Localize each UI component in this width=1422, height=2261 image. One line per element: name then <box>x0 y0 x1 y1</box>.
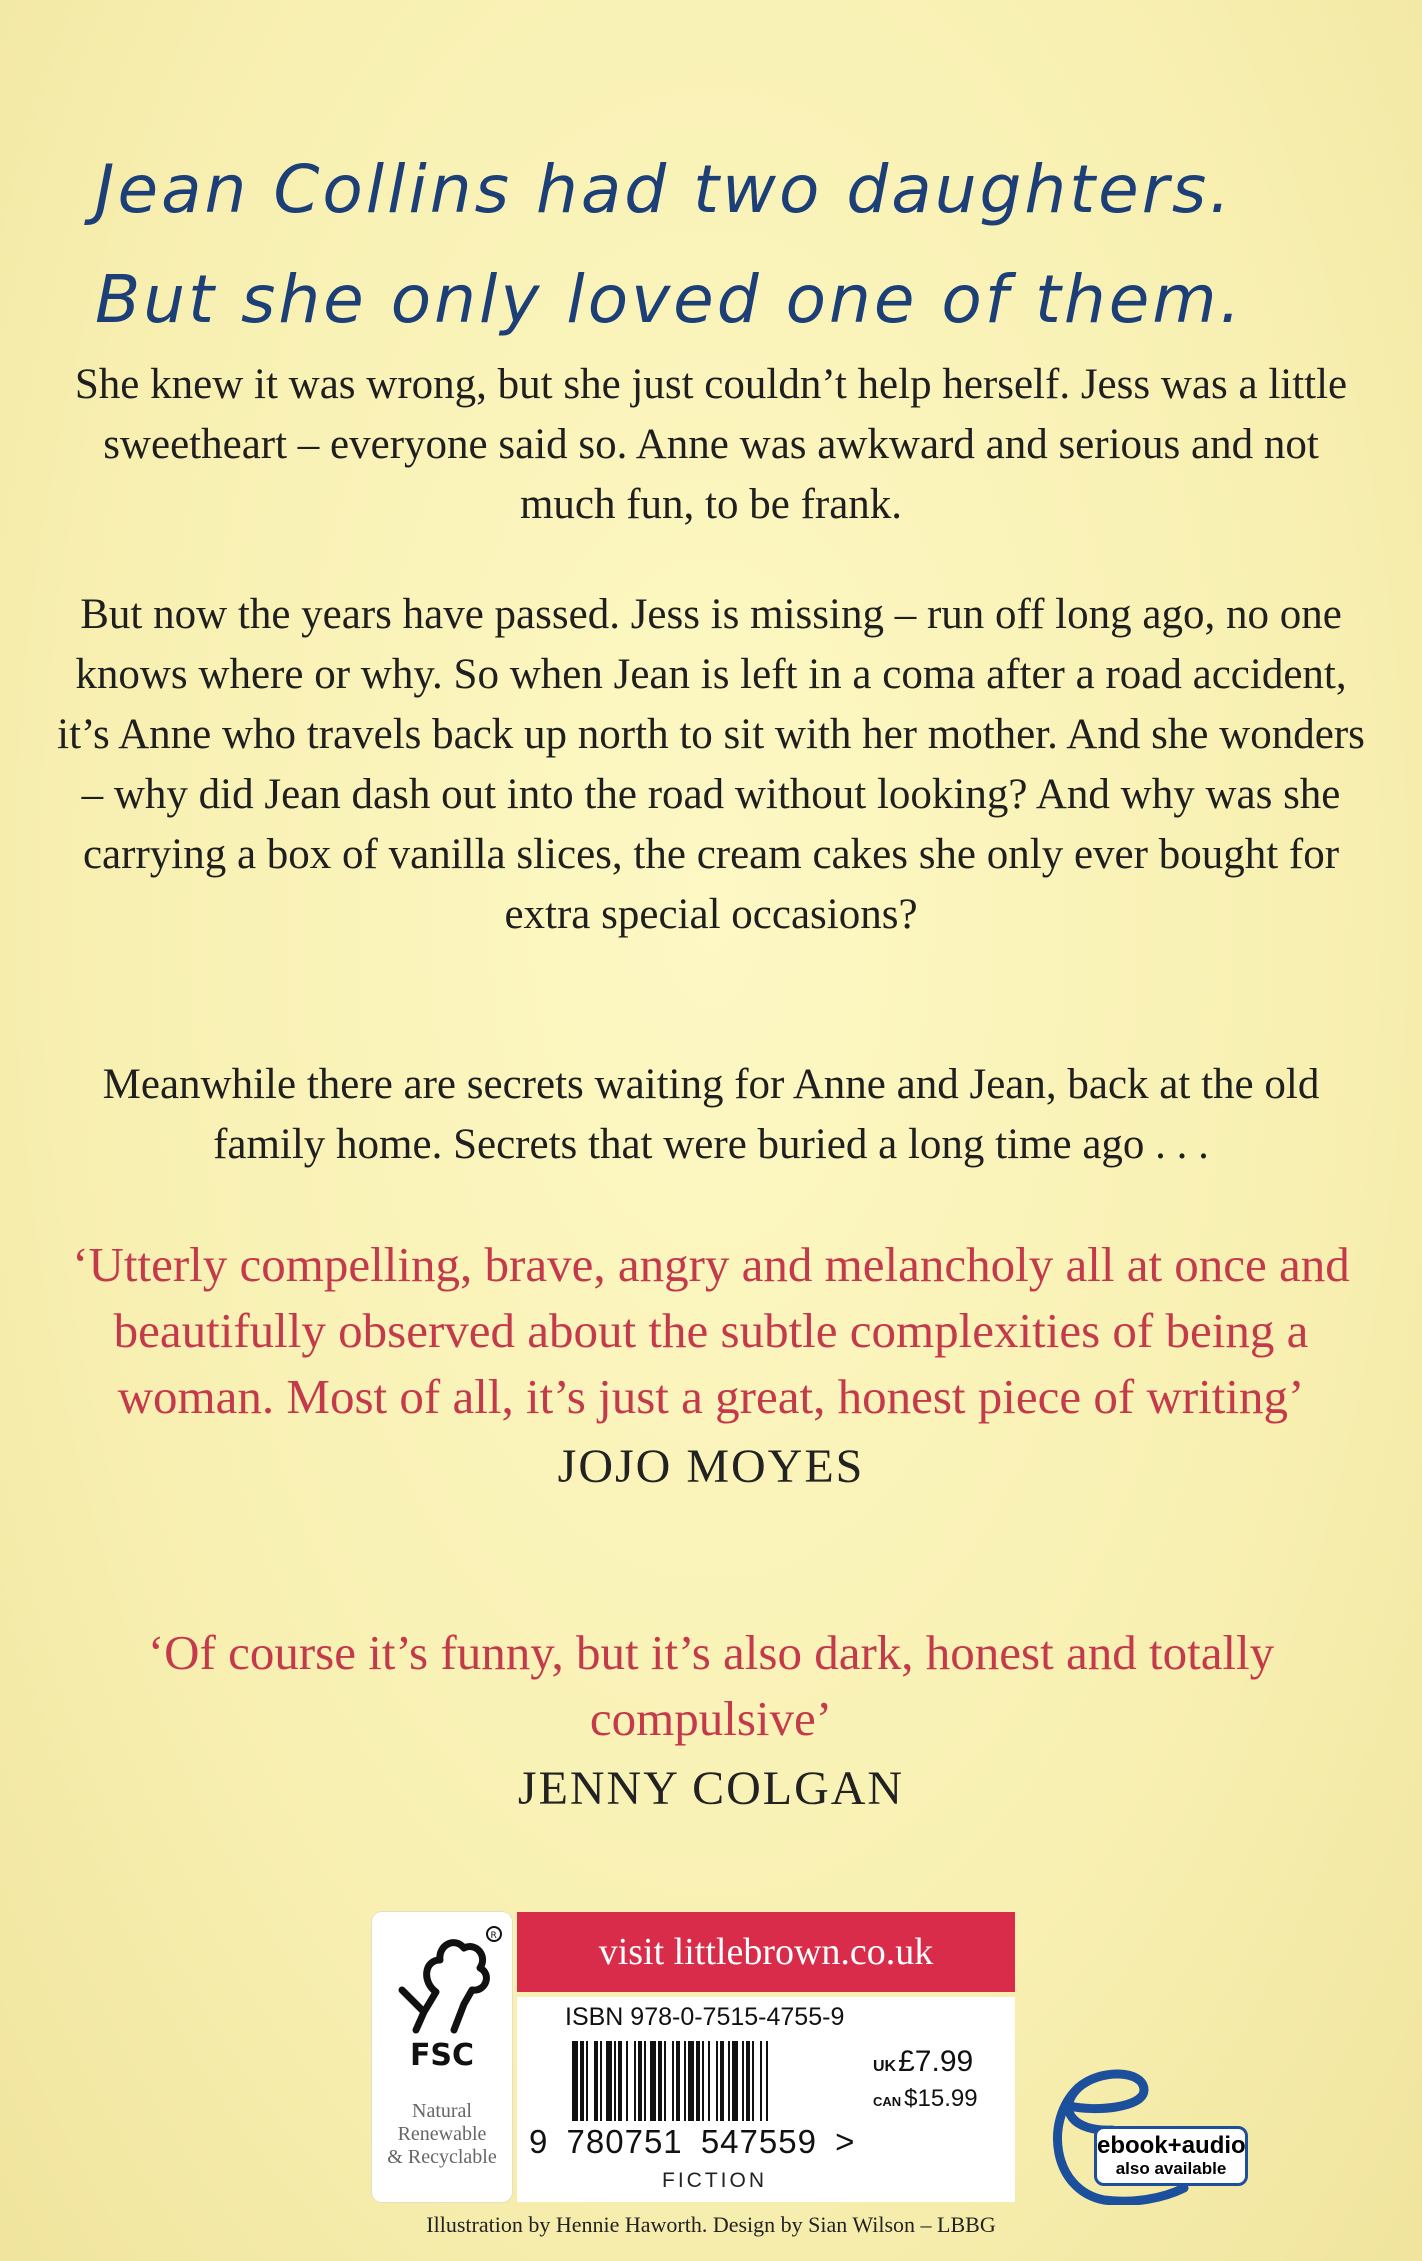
price-uk <box>873 2045 973 2079</box>
publisher-website-banner[interactable]: visit littlebrown.co.uk <box>517 1912 1015 1992</box>
headline-line-2: But she only loved one of them. <box>95 261 1244 338</box>
barcode-digit-c: 547559 <box>700 2123 817 2160</box>
barcode-bars <box>572 2041 857 2131</box>
fsc-line-1: Natural <box>412 2100 472 2122</box>
price-can-code: CAN <box>873 2094 902 2109</box>
review-quote-2 <box>55 1620 1367 1822</box>
fsc-line-2: Renewable <box>397 2123 487 2145</box>
ebook-badge-text <box>1094 2126 1248 2186</box>
quote-text: ‘Utterly compelling, brave, angry and melancholy all at once and beautifully observed about the subtle complexities of being a woman. Most of all, it’s just a great, honest piece of writing’ <box>72 1237 1350 1424</box>
price-uk-code: UK <box>873 2058 897 2075</box>
review-quote-1 <box>55 1232 1367 1500</box>
price-can <box>873 2085 978 2113</box>
quote-text: ‘Of course it’s funny, but it’s also dark, honest and totally compulsive’ <box>147 1625 1275 1746</box>
blurb-paragraph-3: Meanwhile there are secrets waiting for Anne and Jean, back at the old family home. Secrets that were buried a long time ago . . . <box>102 1061 1320 1168</box>
fsc-label-text: FSC <box>409 2038 475 2073</box>
barcode-digits <box>529 2123 889 2161</box>
svg-text:R: R <box>490 1931 497 1941</box>
quote-author: JOJO MOYES <box>557 1440 865 1493</box>
quote-author: JENNY COLGAN <box>517 1762 905 1815</box>
price-uk-value: £7.99 <box>898 2045 974 2078</box>
barcode-digit-b: 780751 <box>566 2123 683 2160</box>
blurb-paragraph-1: She knew it was wrong, but she just couldn’t help herself. Jess was a little sweetheart – everyone said so. Anne was awkward and serious and not much fun, to be frank. <box>74 361 1348 528</box>
fsc-subtext <box>372 2100 512 2169</box>
fsc-line-3: & Recyclable <box>387 2146 497 2168</box>
category-label: FICTION <box>662 2169 767 2192</box>
ebook-sub-label: also available <box>1115 2159 1227 2178</box>
price-can-value: $15.99 <box>904 2085 978 2112</box>
ebook-audio-badge <box>1034 2060 1244 2205</box>
headline-line-1: Jean Collins had two daughters. <box>95 151 1234 228</box>
design-credits: Illustration by Hennie Haworth. Design by Sian Wilson – LBBG <box>426 2212 996 2237</box>
handwritten-headline <box>95 135 1355 355</box>
barcode-arrow: > <box>835 2123 856 2160</box>
ebook-main-label: ebook+audio <box>1097 2132 1246 2159</box>
blurb-paragraph-2: But now the years have passed. Jess is missing – run off long ago, no one knows where or why. So when Jean is left in a coma after a road accident, it’s Anne who travels back up north to sit with her mother. And she wonders – why did Jean dash out into the road without looking? And why was she carrying a box of vanilla slices, the cream cakes she only ever bought for extra special occasions? <box>57 591 1365 938</box>
fsc-tree-icon <box>372 1912 512 2042</box>
barcode-box <box>517 1997 1015 2202</box>
isbn-text: ISBN 978-0-7515-4755-9 <box>565 2003 845 2031</box>
barcode-digit-a: 9 <box>529 2123 549 2160</box>
fsc-label-box <box>372 1912 512 2202</box>
